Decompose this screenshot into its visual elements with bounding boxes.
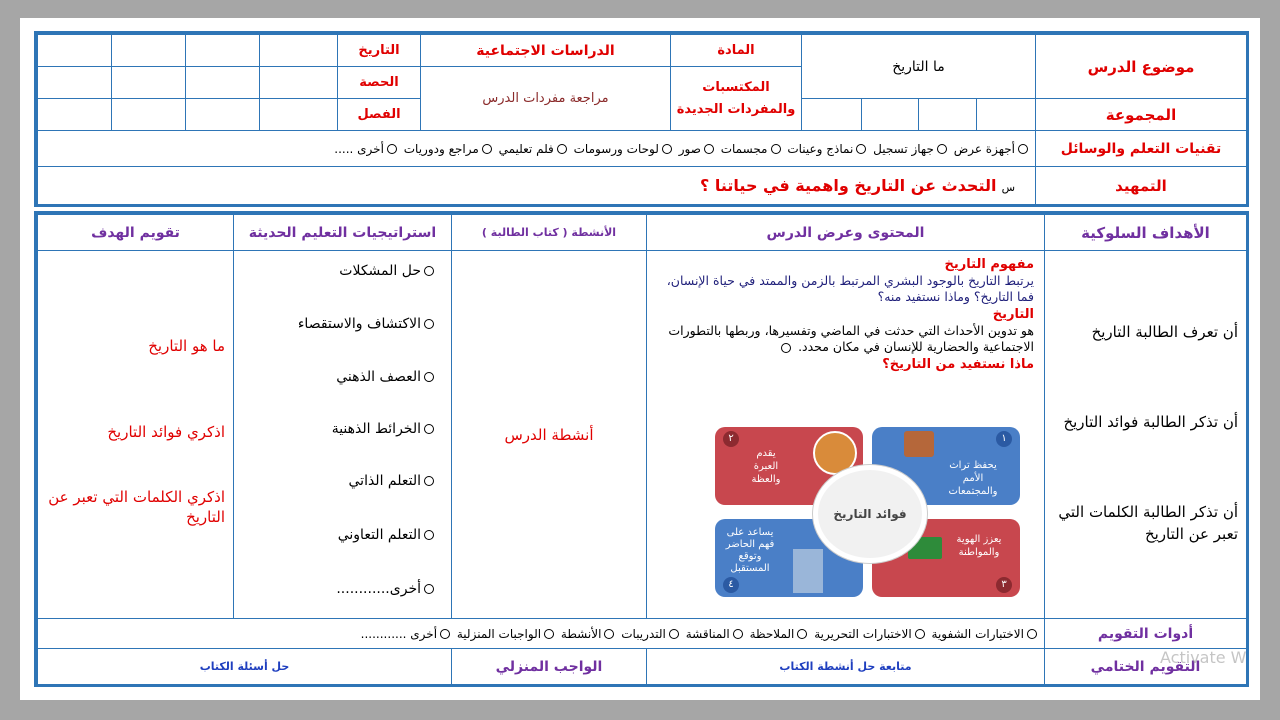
date-cell-2[interactable] — [112, 35, 186, 67]
benefit-text-1: يحفظ تراث الأمم والمجتمعات — [948, 460, 998, 497]
class-cell-2[interactable] — [112, 99, 186, 131]
assessment-option-2[interactable]: الاختبارات التحريرية — [814, 627, 927, 641]
group-cell-2[interactable] — [862, 99, 919, 131]
class-cell-4[interactable] — [260, 99, 338, 131]
benefits-center: فوائد التاريخ — [813, 465, 927, 563]
activities-value: أنشطة الدرس — [452, 251, 647, 619]
strategy-item-4[interactable]: الخرائط الذهنية — [332, 421, 437, 437]
subject-value: الدراسات الاجتماعية — [421, 35, 671, 67]
benefit-number-1: ١ — [996, 431, 1012, 447]
period-cell-4[interactable] — [260, 67, 338, 99]
class-label: الفصل — [338, 99, 421, 131]
period-cell-2[interactable] — [112, 67, 186, 99]
evaluation-item-2: اذكري فوائد التاريخ — [107, 423, 225, 441]
tools-option-8[interactable]: مراجع ودوريات — [404, 142, 495, 156]
benefit-text-4: يساعد على فهم الحاضر وتوقع المستقبل — [725, 527, 775, 574]
class-cell-1[interactable] — [38, 99, 112, 131]
period-label: الحصة — [338, 67, 421, 99]
group-label: المجموعة — [1036, 99, 1247, 131]
objective-item-2: أن تذكر الطالبة فوائد التاريخ — [1063, 413, 1238, 431]
tools-option-9[interactable]: أخرى ..... — [334, 142, 400, 156]
ruins-icon — [904, 431, 934, 457]
benefit-text-2: يقدم العبرة والعظة — [751, 448, 781, 485]
assessment-option-8[interactable]: أخرى ............ — [361, 627, 453, 641]
content-heading-2: التاريخ — [992, 307, 1034, 322]
topic-label: موضوع الدرس — [1036, 35, 1247, 99]
content-column — [647, 251, 1045, 619]
tools-option-6[interactable]: لوحات ورسومات — [574, 142, 675, 156]
final-value: متابعة حل أنشطة الكتاب — [647, 649, 1045, 685]
assessment-option-4[interactable]: المناقشة — [686, 627, 746, 641]
tools-option-1[interactable]: أجهزة عرض — [954, 142, 1031, 156]
intro-label: التمهيد — [1036, 167, 1247, 205]
tools-options — [38, 131, 1036, 167]
tools-option-3[interactable]: نماذج وعينات — [787, 142, 869, 156]
assessment-options — [38, 619, 1045, 649]
objective-item-3: أن تذكر الطالبة الكلمات التي تعبر عن التاريخ — [1058, 503, 1238, 543]
final-label: التقويم الختامي — [1045, 649, 1247, 685]
acquisitions-value: مراجعة مفردات الدرس — [421, 67, 671, 131]
subject-label: المادة — [671, 35, 802, 67]
intro-text: التحدث عن التاريخ واهمية في حياتنا ؟ — [700, 176, 997, 195]
benefit-number-2: ٢ — [723, 431, 739, 447]
evaluation-column — [38, 251, 234, 619]
benefit-number-4: ٤ — [723, 577, 739, 593]
activation-watermark: Activate W — [1160, 648, 1247, 667]
benefit-text-3: يعزز الهوية والمواطنة — [956, 534, 1002, 558]
evaluation-item-3: اذكري الكلمات التي تعبر عن التاريخ — [48, 488, 225, 526]
tools-option-4[interactable]: مجسمات — [721, 142, 784, 156]
header-table — [37, 34, 1247, 205]
acquisitions-label: المكتسبات والمفردات الجديدة — [671, 67, 802, 131]
objectives-column — [1045, 251, 1247, 619]
tools-option-7[interactable]: فلم تعليمي — [499, 142, 570, 156]
content-header: المحتوى وعرض الدرس — [647, 215, 1045, 251]
skyline-icon — [793, 549, 823, 593]
assessment-option-5[interactable]: التدريبات — [621, 627, 682, 641]
activities-header: الأنشطة ( كتاب الطالبة ) — [452, 215, 647, 251]
assessment-option-3[interactable]: الملاحظة — [750, 627, 811, 641]
evaluation-header: تقويم الهدف — [38, 215, 234, 251]
strategy-item-2[interactable]: الاكتشاف والاستقصاء — [298, 316, 437, 332]
intro-prefix: س — [1001, 181, 1015, 194]
topic-value: ما التاريخ — [802, 35, 1036, 99]
benefit-number-3: ٣ — [996, 577, 1012, 593]
date-cell-4[interactable] — [260, 35, 338, 67]
objectives-header: الأهداف السلوكية — [1045, 215, 1247, 251]
date-cell-1[interactable] — [38, 35, 112, 67]
content-paragraph-1: يرتبط التاريخ بالوجود البشري المرتبط بالزمن والممتد في حياة الإنسان، فما التاريخ؟ وماذا نستفيد منه؟ — [666, 273, 1034, 304]
strategy-item-3[interactable]: العصف الذهني — [336, 369, 437, 385]
homework-label: الواجب المنزلي — [452, 649, 647, 685]
homework-value: حل أسئلة الكتاب — [38, 649, 452, 685]
tools-option-2[interactable]: جهاز تسجيل — [873, 142, 950, 156]
assessment-option-1[interactable]: الاختبارات الشفوية — [932, 627, 1040, 641]
content-paragraph-2: هو تدوين الأحداث التي حدثت في الماضي وتفسيرها، وربطها بالتطورات الاجتماعية والحضارية للإنسان في مكان محدد. — [668, 323, 1034, 354]
body-table — [37, 214, 1247, 685]
date-label: التاريخ — [338, 35, 421, 67]
evaluation-item-1: ما هو التاريخ — [148, 337, 225, 355]
strategies-column — [234, 251, 452, 619]
group-cell-4[interactable] — [977, 99, 1036, 131]
group-cell-1[interactable] — [802, 99, 862, 131]
strategy-item-1[interactable]: حل المشكلات — [339, 263, 437, 279]
class-cell-3[interactable] — [186, 99, 260, 131]
content-heading-1: مفهوم التاريخ — [944, 257, 1034, 272]
assessment-option-7[interactable]: الواجبات المنزلية — [457, 627, 557, 641]
strategy-item-5[interactable]: التعلم الذاتي — [349, 473, 438, 489]
tools-label: تقنيات التعلم والوسائل — [1036, 131, 1247, 167]
strategies-header: استراتيجيات التعليم الحديثة — [234, 215, 452, 251]
strategy-item-7[interactable]: أخرى............ — [336, 581, 437, 597]
date-cell-3[interactable] — [186, 35, 260, 67]
content-heading-3: ماذا نستفيد من التاريخ؟ — [882, 357, 1034, 372]
period-cell-3[interactable] — [186, 67, 260, 99]
objective-item-1: أن تعرف الطالبة التاريخ — [1091, 323, 1238, 341]
period-cell-1[interactable] — [38, 67, 112, 99]
tools-option-5[interactable]: صور — [679, 142, 717, 156]
assessment-option-6[interactable]: الأنشطة — [561, 627, 618, 641]
lesson-plan-sheet — [20, 18, 1260, 700]
intro-value — [38, 167, 1036, 205]
group-cell-3[interactable] — [919, 99, 977, 131]
strategy-item-6[interactable]: التعلم التعاوني — [338, 527, 437, 543]
benefits-diagram — [715, 427, 1020, 597]
assessment-label: أدوات التقويم — [1045, 619, 1247, 649]
